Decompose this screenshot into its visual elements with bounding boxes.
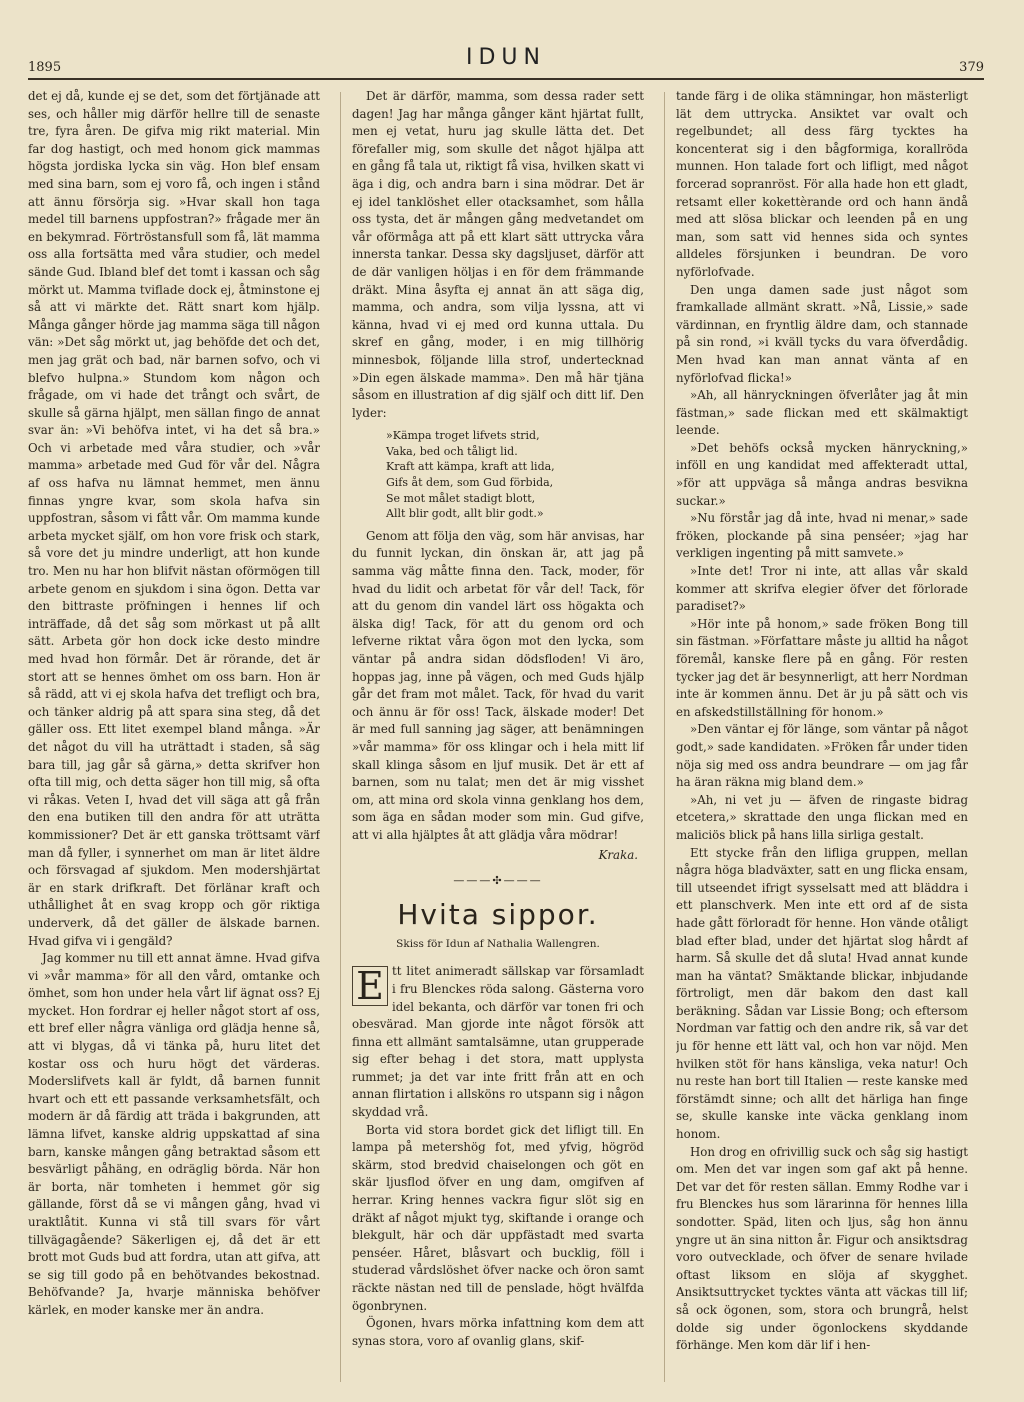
paragraph: det ej då, kunde ej se det, som det förtjänade att ses, och håller mig därför hellre till de senaste tre, fyra åren. De gifva mig rikt material. Min far dog hastigt, och med honom gick mammas högsta jordiska lycka sin väg. Hon blef ensam med sina barn, som ej voro få, och ingen i stånd att ännu försörja sig. »Hvar skall hon taga medel till barnens uppfostran?» frågade mer än en bekymrad. Förtröstansfull som få, lät mamma oss alla fortsätta med våra studier, och medel sände Gud. Ibland blef det tomt i kassan och såg mörkt ut. Mamma tviflade dock ej, åtminstone ej så att vi märkte det. Rätt snart kom hjälp. Många gånger hörde jag mamma säga till någon vän: »Det såg mörkt ut, jag behöfde det och det, men jag grät och bad, när barnen sofvo, och vi blefvo hulpna.» Stundom kom någon och frågade, om vi hade det trångt och svårt, de skulle så gärna hjälpt, men sällan fingo de annat svar än: »Vi behöfva intet, vi ha det så bra.» Och vi arbetade med våra studier, och »vår mamma» arbetade med Gud för vår del. Några af oss hafva nu lämnat hemmet, men ännu finnas yngre kvar, som skola hafva sin uppfostran, såsom vi fått vår. Om mamma kunde arbeta mycket själf, om hon vore frisk och stark, så vore det ju mindre underligt, att hon kunde tro. Men nu har hon blifvit nästan oförmögen till arbete genom en sjukdom i sina ögon. Detta var den bittraste pröfningen i hennes lif och inträffade, då det såg som mörkast ut på allt sätt. Arbeta gör hon dock icke desto mindre med hvad hon förmår. Det är rörande, det är stort att se hennes ömhet om oss barn. Hon är så rädd, att vi ej skola hafva det trefligt och bra, och tänker aldrig på att spara sina steg, då det gäller oss. Ett litet exempel bland många. »Är det något du vill ha uträttadt i staden, så säg bara till, jag går så gärna,» detta skrifver hon ofta till mig, och detta säger hon till mig, så ofta vi råkas. Veten I, hvad det vill säga att gå från den ena butiken till den andra för att uträtta kommissioner? Det är ett ganska tröttsamt värf man då fyller, i synnerhet om man är litet äldre och försvagad af sjukdom. Men modershjärtat är en stark drifkraft. Det förlänar kraft och uthållighet åt en svag kropp och gör riktiga underverk, då det gäller de älskade barnen. Hvad gifva vi i gengäld? bbox=[28, 89, 320, 948]
paragraph-text: tt litet animeradt sällskap var församladt i fru Blenckes röda salong. Gästerna voro idel bekanta, och därför var tonen fri och obesvärad. Man gjorde inte något försök att finna ett allmänt samtalsämne, utan grupperade sig efter behag i det stora, matt upplysta rummet; ja det var inte fritt från att en och annan flirtation i allsköns ro utspann sig i någon skyddad vrå. bbox=[352, 964, 644, 1120]
journal-title: IDUN bbox=[466, 45, 546, 70]
story-title: Hvita sippor. bbox=[397, 897, 599, 931]
column-1 bbox=[28, 88, 320, 1388]
column-2 bbox=[352, 88, 644, 1388]
signature: Kraka. bbox=[598, 847, 638, 862]
poem-line: Allt blir godt, allt blir godt.» bbox=[386, 507, 544, 521]
paragraph: »Ah, ni vet ju — äfven de ringaste bidrag etcetera,» skrattade den unga flickan med en maliciös blick på hans lilla sirliga gestalt. bbox=[676, 792, 968, 842]
poem-line: Kraft att kämpa, kraft att lida, bbox=[386, 460, 555, 474]
header-year: 1895 bbox=[28, 60, 62, 75]
page-header bbox=[28, 45, 984, 76]
paragraph: »Den väntar ej för länge, som väntar på något godt,» sade kandidaten. »Fröken får under tiden nöja sig med oss andra beundrare — om jag får ha äran räkna mig bland dem.» bbox=[676, 722, 968, 790]
ornament-divider: ———✣——— bbox=[453, 874, 543, 888]
paragraph: »Ah, all hänryckningen öfverlåter jag åt min fästman,» sade flickan med ett skälmaktigt leende. bbox=[676, 388, 968, 438]
paragraph: Genom att följa den väg, som här anvisas, har du funnit lyckan, din önskan är, att jag på samma väg måtte finna den. Tack, moder, för hvad du lidit och arbetat för vår del! Tack, för att du genom din vandel lärt oss högakta och älska dig! Tack, för att du genom ord och lefverne riktat våra ögon mot den lycka, som väntar på andra sidan dödsfloden! Vi äro, hoppas jag, inne på vägen, och med Guds hjälp går det fram mot målet. Tack, för hvad du varit och ännu är för oss! Tack, älskade moder! Det är med full sanning jag säger, att benämningen »vår mamma» för oss klingar och i hela mitt lif skall klinga såsom en ljuf musik. Det är ett af barnen, som nu talat; men det är mig visshet om, att mina ord skola vinna genklang hos dem, som äga en sådan moder som min. Gud gifve, att vi alla hjälptes åt att glädja våra mödrar! bbox=[352, 528, 644, 842]
columns bbox=[28, 88, 984, 1388]
column-3 bbox=[676, 88, 968, 1388]
paragraph: »Hör inte på honom,» sade fröken Bong till sin fästman. »Författare måste ju alltid ha något föremål, kanske flere på en gång. För resten tycker jag det är besynnerligt, att herr Nordman inte är kommen ännu. Det är ju på sätt och vis en afskedstillställning för honom.» bbox=[676, 616, 968, 719]
poem bbox=[386, 428, 644, 522]
poem-line: Vaka, bed och tåligt lid. bbox=[386, 444, 518, 458]
paragraph: Det är därför, mamma, som dessa rader sett dagen! Jag har många gånger känt hjärtat fullt, men ej vetat, huru jag skulle lätta det. Det förefaller mig, som skulle det något hjälpa att en gång få tala ut, riktigt få visa, hvilken skatt vi äga i dig, och andra barn i sina mödrar. Det är ej idel tanklöshet eller otacksamhet, som hålla oss tysta, det är mången gång medvetandet om vår oförmåga att på ett klart sätt uttrycka våra innersta tankar. Dessa sky dagsljuset, därför att de där vanligen höljas i en för dem främmande dräkt. Mina åsyfta ej annat än att säga dig, mamma, och andra, som vilja lyssna, att vi känna, hvad vi ej med ord kunna uttala. Du skref en gång, moder, i en mig tillhörig minnesbok, följande lilla strof, undertecknad »Din egen älskade mamma». Den må här tjäna såsom en illustration af dig själf och ditt lif. Den lyder: bbox=[352, 89, 644, 420]
paragraph: Borta vid stora bordet gick det lifligt till. En lampa på metershög fot, med yfvig, högröd skärm, stod bredvid chaiselongen och göt en skär ljusflod öfver en ung dam, omgifven af herrar. Kring hennes vackra figur slöt sig en dräkt af något mjukt tyg, skiftande i orange och blekgult, här och där uppfästadt med svarta penséer. Håret, blåsvart och bucklig, föll i studerad vårdslöshet öfver nacke och öron samt räckte nästan ned till de penslade, högt hvälfda ögonbrynen. bbox=[352, 1122, 644, 1313]
page-number: 379 bbox=[959, 60, 984, 75]
paragraph: Jag kommer nu till ett annat ämne. Hvad gifva vi »vår mamma» för all den vård, omtanke och ömhet, som hon under hela vårt lif ägnat oss? Ej mycket. Hon fordrar ej heller något stort af oss, ett bref eller några vänliga ord glädja henne så, att vi blygas, då vi tänka på, huru litet det kostar oss och huru högt det värderas. Moderslifvets kall är fyldt, då barnen funnit hvart och ett ett passande verksamhetsfält, och modern är då färdig att träda i bakgrunden, att lämna lifvet, kanske aldrig uppskattad af sina barn, kanske mången gång betraktad såsom ett besvärligt påhäng, en odräglig börda. När hon är borta, när tomheten i hemmet gör sig gällande, först då se vi mången gång, hvad vi uraktlåtit. Kunna vi stå till svars för vårt tillvägagående? Säkerligen ej, då det är ett brott mot Guds bud att fordra, utan att gifva, att se sig till godo på en behötvandes bekostnad. Behöfvande? Ja, hvarje människa behöfver kärlek, en moder kanske mer än andra. bbox=[28, 951, 320, 1317]
drop-cap: E bbox=[352, 966, 388, 1006]
story-subtitle: Skiss för Idun af Nathalia Wallengren. bbox=[396, 937, 600, 950]
poem-line: »Kämpa troget lifvets strid, bbox=[386, 429, 540, 443]
paragraph: Ögonen, hvars mörka infattning kom dem att synas stora, voro af ovanlig glans, skif- bbox=[352, 1316, 644, 1348]
paragraph bbox=[352, 963, 644, 1121]
paragraph: »Inte det! Tror ni inte, att allas vår skald kommer att skrifva elegier öfver det förlorade paradiset?» bbox=[676, 564, 968, 614]
poem-line: Gifs åt dem, som Gud förbida, bbox=[386, 476, 554, 490]
paragraph: tande färg i de olika stämningar, hon mästerligt lät dem uttrycka. Ansiktet var ovalt och regelbundet; all dess färg tycktes ha koncenterat sig i den bågformiga, korallröda munnen. Hon talade fort och lifligt, med något forcerad sopranröst. För alla hade hon ett gladt, retsamt eller kokettèrande ord och hann ändå med att slösa blickar och leenden på en ung man, som satt vid hennes sida och syntes alldeles försjunken i beundran. De voro nyförlofvade. bbox=[676, 89, 968, 279]
paragraph: Hon drog en ofrivillig suck och såg sig hastigt om. Men det var ingen som gaf akt på henne. Det var det för resten sällan. Emmy Rodhe var i fru Blenckes hus som lärarinna för hennes lilla sondotter. Späd, liten och ljus, såg hon ännu yngre ut än sina nitton år. Figur och ansiktsdrag voro outvecklade, och öfver de senare hvilade oftast liksom en slöja af skygghet. Ansiktsuttrycket tycktes vänta att väckas till lif; så ock ögonen, som, stora och brungrå, helst dolde sig under ögonlockens skyddande förhänge. Men kom där lif i hen- bbox=[676, 1144, 968, 1353]
paragraph: »Nu förstår jag då inte, hvad ni menar,» sade fröken, plockande på sina penséer; »jag har verkligen ingenting på mitt samvete.» bbox=[676, 511, 968, 561]
poem-line: Se mot målet stadigt blott, bbox=[386, 491, 536, 505]
paragraph: Ett stycke från den lifliga gruppen, mellan några höga bladväxter, satt en ung flicka ensam, till utseendet ifrigt sysselsatt med att bläddra i ett planschverk. Men inte ett ord af de sista hade gått förloradt för henne. Hon vände otåligt blad efter blad, under det hjärtat slog hårdt af harm. Så skulle det då sluta! Hvad annat kunde man ha väntat? Smäktande blickar, inbjudande förtroligt, men där bakom den dast kall beräkning. Sådan var Lissie Bong; och eftersom Nordman var fattig och den andre rik, så var det ju för henne ett lätt val, och hon var nöjd. Men hvilken stöt för hans känsliga, veka natur! Och nu reste han bort till Italien — reste kanske med förstämdt sinne; och allt det härliga han finge se, skulle kanske inte väcka genklang inom honom. bbox=[676, 845, 968, 1142]
paragraph: »Det behöfs också mycken hänryckning,» inföll en ung kandidat med affekteradt uttal, »för att uppväga så många andras besvikna suckar.» bbox=[676, 440, 968, 508]
header-rule bbox=[28, 78, 984, 80]
paragraph: Den unga damen sade just något som framkallade allmänt skratt. »Nå, Lissie,» sade värdinnan, en fryntlig äldre dam, och stannade på sin rond, »i kväll tycks du vara öfverdådig. Men hvad kan man annat vänta af en nyförlofvad flicka!» bbox=[676, 282, 968, 385]
